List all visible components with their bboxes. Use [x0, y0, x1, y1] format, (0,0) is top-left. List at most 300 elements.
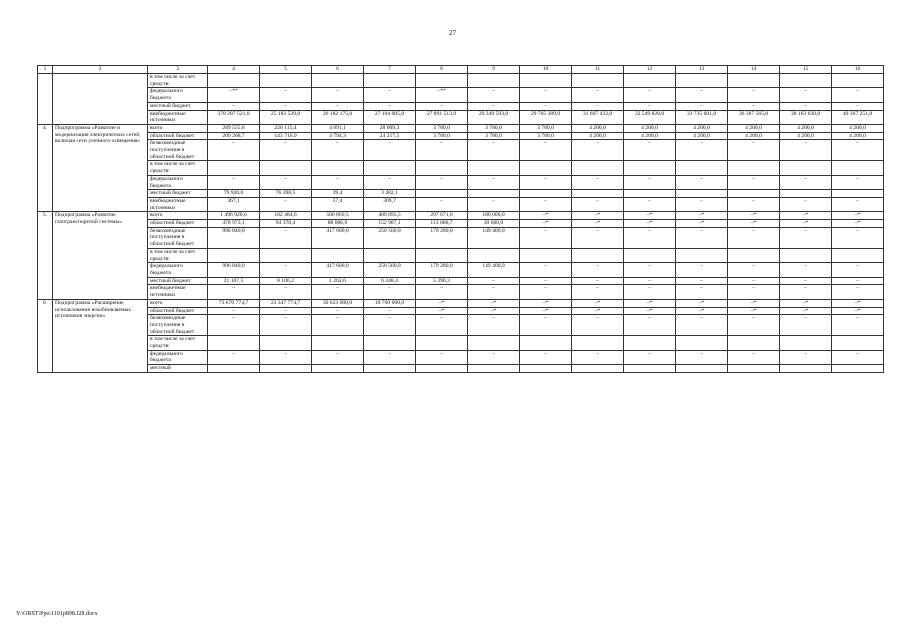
value-cell: – [260, 175, 312, 189]
value-cell [260, 161, 312, 175]
value-cell: 180 000,0 [468, 212, 520, 220]
value-cell [780, 336, 832, 350]
value-cell [312, 161, 364, 175]
value-cell: – [676, 285, 728, 299]
value-cell: – [728, 285, 780, 299]
column-number-cell: 3 [148, 66, 208, 74]
table-row [38, 74, 884, 88]
value-cell: – [260, 263, 312, 277]
value-cell: – [728, 277, 780, 285]
item-number-cell: 6. [38, 299, 53, 372]
value-cell: – [676, 315, 728, 336]
value-cell: 6 348,4 [364, 277, 416, 285]
value-cell: 506 869,5 [312, 212, 364, 220]
funding-source-cell: областной бюджет [148, 220, 208, 228]
value-cell: – [572, 350, 624, 364]
value-cell: 38 163 630,0 [780, 110, 832, 124]
value-cell: 4 200,0 [624, 132, 676, 140]
value-cell [780, 190, 832, 198]
value-cell: – [416, 350, 468, 364]
value-cell [312, 336, 364, 350]
value-cell: 250 560,0 [364, 227, 416, 248]
funding-source-cell: внебюджетные источники [148, 197, 208, 211]
funding-source-cell: всего [148, 212, 208, 220]
funding-source-cell: в том числе за счет средств: [148, 74, 208, 88]
value-cell [676, 74, 728, 88]
value-cell: – [572, 263, 624, 277]
value-cell: 19 700 000,0 [364, 299, 416, 307]
value-cell [676, 190, 728, 198]
value-cell: – [676, 88, 728, 102]
funding-source-cell: в том числе за счет средств: [148, 248, 208, 262]
value-cell [728, 74, 780, 88]
value-cell: –* [780, 307, 832, 315]
value-cell: 478 973,1 [208, 220, 260, 228]
column-number-row [38, 66, 884, 74]
table-row [38, 88, 884, 102]
value-cell: –* [780, 220, 832, 228]
value-cell: – [416, 140, 468, 161]
value-cell: 4 200,0 [832, 124, 884, 132]
value-cell: –* [468, 307, 520, 315]
value-cell [364, 365, 416, 373]
value-cell [468, 248, 520, 262]
value-cell: – [208, 307, 260, 315]
value-cell: – [468, 197, 520, 211]
value-cell: – [676, 175, 728, 189]
funding-source-cell: местный бюджет [148, 190, 208, 198]
value-cell: – [520, 140, 572, 161]
funding-source-cell: внебюджетные источники [148, 285, 208, 299]
value-cell [208, 161, 260, 175]
value-cell [728, 336, 780, 350]
value-cell [780, 161, 832, 175]
value-cell: – [624, 140, 676, 161]
value-cell: 209 268,7 [208, 132, 260, 140]
value-cell: 4 200,0 [676, 132, 728, 140]
value-cell [832, 190, 884, 198]
value-cell: 1 496 920,6 [208, 212, 260, 220]
value-cell: 8 106,2 [260, 277, 312, 285]
value-cell: – [728, 350, 780, 364]
value-cell: –* [728, 307, 780, 315]
value-cell [832, 336, 884, 350]
funding-source-cell: областной бюджет [148, 132, 208, 140]
value-cell: – [780, 197, 832, 211]
column-number-cell: 4 [208, 66, 260, 74]
value-cell: 1 262,6 [312, 277, 364, 285]
value-cell: – [780, 227, 832, 248]
value-cell: – [416, 197, 468, 211]
value-cell: 113 000,7 [416, 220, 468, 228]
value-cell: 297 671,0 [416, 212, 468, 220]
value-cell: – [468, 315, 520, 336]
table-row [38, 285, 884, 299]
value-cell [468, 190, 520, 198]
value-cell [624, 74, 676, 88]
value-cell: –* [572, 299, 624, 307]
value-cell: – [208, 350, 260, 364]
value-cell: 4 200,0 [832, 132, 884, 140]
value-cell: – [312, 102, 364, 110]
value-cell: – [676, 277, 728, 285]
value-cell: – [780, 263, 832, 277]
value-cell: 76 398,5 [260, 190, 312, 198]
table-row [38, 132, 884, 140]
value-cell: – [572, 88, 624, 102]
value-cell: – [468, 285, 520, 299]
value-cell: –* [624, 212, 676, 220]
value-cell [416, 365, 468, 373]
value-cell: 3 780,0 [416, 132, 468, 140]
value-cell [416, 161, 468, 175]
table-row [38, 350, 884, 364]
value-cell: – [728, 88, 780, 102]
value-cell: – [832, 88, 884, 102]
value-cell [520, 365, 572, 373]
value-cell [572, 190, 624, 198]
funding-source-cell: федерального бюджета [148, 350, 208, 364]
value-cell: – [832, 197, 884, 211]
value-cell: – [520, 102, 572, 110]
value-cell [676, 336, 728, 350]
value-cell: 4 200,0 [624, 124, 676, 132]
value-cell: 417 600,0 [312, 263, 364, 277]
column-number-cell: 7 [364, 66, 416, 74]
value-cell: –* [780, 299, 832, 307]
value-cell: – [832, 140, 884, 161]
value-cell [572, 74, 624, 88]
value-cell [832, 74, 884, 88]
value-cell [208, 248, 260, 262]
value-cell: – [416, 285, 468, 299]
funding-source-cell: безвозмездные поступления в областной бюджет [148, 315, 208, 336]
value-cell: – [312, 175, 364, 189]
subprogram-name-cell: Подпрограмма «Развитие газотранспортной системы» [53, 212, 148, 299]
value-cell [780, 74, 832, 88]
value-cell: –* [468, 299, 520, 307]
value-cell: – [572, 175, 624, 189]
value-cell: – [312, 140, 364, 161]
table-row [38, 315, 884, 336]
funding-source-cell: в том числе за счет средств: [148, 336, 208, 350]
funding-source-cell: местный [148, 365, 208, 373]
table-body [38, 66, 884, 373]
value-cell: –* [572, 307, 624, 315]
value-cell: – [208, 285, 260, 299]
value-cell: 179 280,0 [416, 263, 468, 277]
value-cell: 26 182 175,0 [312, 110, 364, 124]
value-cell: – [572, 227, 624, 248]
value-cell: – [832, 350, 884, 364]
value-cell: –* [780, 212, 832, 220]
value-cell: – [520, 315, 572, 336]
value-cell: –* [572, 220, 624, 228]
value-cell [520, 74, 572, 88]
value-cell [468, 336, 520, 350]
value-cell: – [312, 88, 364, 102]
value-cell [260, 336, 312, 350]
value-cell: – [780, 315, 832, 336]
table-row [38, 175, 884, 189]
item-number-cell: 5. [38, 212, 53, 299]
value-cell: – [416, 175, 468, 189]
table-row [38, 299, 884, 307]
value-cell: 4 200,0 [572, 124, 624, 132]
value-cell: –* [624, 299, 676, 307]
value-cell: 417 600,0 [312, 227, 364, 248]
funding-source-cell: федерального бюджета [148, 88, 208, 102]
subprogram-name-cell: Подпрограмма «Расширение использования возобновляемых источников энергии» [53, 299, 148, 372]
value-cell [520, 190, 572, 198]
table-row [38, 102, 884, 110]
table-row [38, 190, 884, 198]
value-cell: 23 347 774,7 [260, 299, 312, 307]
value-cell [468, 74, 520, 88]
value-cell [520, 248, 572, 262]
value-cell: 4 200,0 [572, 132, 624, 140]
column-number-cell: 16 [832, 66, 884, 74]
value-cell: – [676, 140, 728, 161]
value-cell: – [832, 277, 884, 285]
value-cell: 3 780,0 [416, 124, 468, 132]
column-number-cell: 12 [624, 66, 676, 74]
value-cell: 367,1 [208, 197, 260, 211]
value-cell [832, 365, 884, 373]
item-number-cell [38, 74, 53, 125]
value-cell: – [832, 227, 884, 248]
value-cell: – [208, 175, 260, 189]
value-cell: – [832, 315, 884, 336]
value-cell: –* [832, 299, 884, 307]
value-cell: 143 716,9 [260, 132, 312, 140]
value-cell: –* [676, 299, 728, 307]
value-cell: 94 378,4 [260, 220, 312, 228]
value-cell: 5 390,3 [416, 277, 468, 285]
value-cell: 36 387 565,0 [728, 110, 780, 124]
value-cell: 378 287 521,0 [208, 110, 260, 124]
column-number-cell: 6 [312, 66, 364, 74]
value-cell: – [364, 307, 416, 315]
value-cell: 30 600,0 [468, 220, 520, 228]
value-cell: 32 549 828,0 [624, 110, 676, 124]
value-cell: –* [572, 212, 624, 220]
value-cell: 57,4 [312, 197, 364, 211]
value-cell [208, 365, 260, 373]
value-cell: – [260, 227, 312, 248]
value-cell [624, 161, 676, 175]
value-cell: – [260, 350, 312, 364]
value-cell: – [208, 315, 260, 336]
value-cell: – [832, 102, 884, 110]
table-row [38, 220, 884, 228]
value-cell: – [468, 350, 520, 364]
subprogram-name-cell: Подпрограмма «Развитие и модернизация электрических сетей, включая сети уличного освещения» [53, 124, 148, 211]
value-cell: –* [676, 212, 728, 220]
value-cell [416, 74, 468, 88]
value-cell: – [208, 102, 260, 110]
funding-source-cell: областной бюджет [148, 307, 208, 315]
value-cell: – [676, 102, 728, 110]
value-cell: 4 200,0 [728, 124, 780, 132]
value-cell: – [572, 285, 624, 299]
value-cell [728, 161, 780, 175]
value-cell: 29 349 593,0 [468, 110, 520, 124]
table-row [38, 263, 884, 277]
value-cell: – [676, 263, 728, 277]
value-cell [676, 365, 728, 373]
value-cell: 250 560,0 [364, 263, 416, 277]
value-cell: 3 482,1 [364, 190, 416, 198]
value-cell: 27 891 513,0 [416, 110, 468, 124]
value-cell: 24 217,5 [364, 132, 416, 140]
table-row [38, 197, 884, 211]
value-cell [312, 365, 364, 373]
value-cell [572, 161, 624, 175]
value-cell: – [676, 227, 728, 248]
funding-source-cell: безвозмездные поступления в областной бюджет [148, 227, 208, 248]
value-cell [572, 365, 624, 373]
column-number-cell: 13 [676, 66, 728, 74]
value-cell: 29 765 389,0 [520, 110, 572, 124]
value-cell: – [520, 285, 572, 299]
value-cell [520, 336, 572, 350]
value-cell: – [780, 175, 832, 189]
value-cell: – [832, 285, 884, 299]
value-cell: –* [520, 220, 572, 228]
value-cell [624, 365, 676, 373]
value-cell: –* [676, 220, 728, 228]
funding-source-cell: федерального бюджета [148, 175, 208, 189]
funding-source-cell: безвозмездные поступления в областной бюджет [148, 140, 208, 161]
value-cell: – [624, 285, 676, 299]
file-path-footer: Y:\ORST\Ppo\1101p898.f28.docx [16, 611, 98, 617]
column-number-cell: 5 [260, 66, 312, 74]
value-cell: – [728, 197, 780, 211]
page-number: 27 [449, 29, 456, 37]
value-cell: 3 780,0 [468, 124, 520, 132]
budget-table [37, 65, 884, 373]
value-cell: – [416, 315, 468, 336]
column-number-cell: 10 [520, 66, 572, 74]
value-cell: – [416, 102, 468, 110]
funding-source-cell: всего [148, 124, 208, 132]
value-cell: 309,7 [364, 197, 416, 211]
value-cell: – [624, 175, 676, 189]
value-cell [260, 365, 312, 373]
value-cell [728, 248, 780, 262]
value-cell: 31 607 432,0 [572, 110, 624, 124]
value-cell: – [780, 350, 832, 364]
value-cell: 149 400,0 [468, 227, 520, 248]
item-number-cell: 4. [38, 124, 53, 211]
value-cell: 73 670 774,7 [208, 299, 260, 307]
value-cell: – [624, 315, 676, 336]
value-cell: – [364, 102, 416, 110]
value-cell: – [364, 285, 416, 299]
table-row [38, 124, 884, 132]
value-cell: 996 840,0 [208, 263, 260, 277]
table-row [38, 277, 884, 285]
value-cell: –* [832, 212, 884, 220]
value-cell: –* [520, 212, 572, 220]
value-cell [676, 161, 728, 175]
value-cell: 289 555,8 [208, 124, 260, 132]
value-cell: – [364, 350, 416, 364]
column-number-cell: 9 [468, 66, 520, 74]
value-cell: –* [728, 212, 780, 220]
value-cell: – [260, 315, 312, 336]
value-cell: – [468, 140, 520, 161]
table-row [38, 110, 884, 124]
value-cell: – [676, 197, 728, 211]
value-cell: –* [728, 299, 780, 307]
value-cell: – [520, 350, 572, 364]
value-cell [624, 248, 676, 262]
column-number-cell: 2 [53, 66, 148, 74]
value-cell: 4 200,0 [780, 124, 832, 132]
value-cell [572, 336, 624, 350]
value-cell: – [832, 263, 884, 277]
value-cell: –* [676, 307, 728, 315]
value-cell: – [520, 88, 572, 102]
value-cell: –** [416, 88, 468, 102]
value-cell: – [520, 263, 572, 277]
value-cell [260, 248, 312, 262]
value-cell: 79 920,0 [208, 190, 260, 198]
table-row [38, 227, 884, 248]
value-cell: 152 987,1 [364, 220, 416, 228]
value-cell: 149 400,0 [468, 263, 520, 277]
value-cell: – [780, 140, 832, 161]
value-cell: – [728, 175, 780, 189]
column-number-cell: 11 [572, 66, 624, 74]
value-cell: 3 780,0 [468, 132, 520, 140]
value-cell [364, 336, 416, 350]
value-cell: – [260, 140, 312, 161]
value-cell [832, 161, 884, 175]
funding-source-cell: в том числе за счет средств: [148, 161, 208, 175]
value-cell [676, 248, 728, 262]
value-cell [624, 336, 676, 350]
value-cell: 4 200,0 [728, 132, 780, 140]
funding-source-cell: внебюджетные источники [148, 110, 208, 124]
value-cell: –* [624, 307, 676, 315]
value-cell: 28 009,3 [364, 124, 416, 132]
value-cell: – [208, 140, 260, 161]
value-cell: – [468, 277, 520, 285]
value-cell: 39,4 [312, 190, 364, 198]
funding-source-cell: федерального бюджета [148, 263, 208, 277]
value-cell [416, 336, 468, 350]
value-cell: – [364, 315, 416, 336]
value-cell: – [624, 102, 676, 110]
value-cell: 40 367 251,0 [832, 110, 884, 124]
value-cell: – [260, 88, 312, 102]
value-cell: – [624, 263, 676, 277]
value-cell: 4 200,0 [780, 132, 832, 140]
value-cell [364, 74, 416, 88]
value-cell: –* [520, 307, 572, 315]
value-cell: – [260, 197, 312, 211]
value-cell: – [572, 140, 624, 161]
value-cell: 88 006,9 [312, 220, 364, 228]
value-cell [780, 365, 832, 373]
value-cell [780, 248, 832, 262]
value-cell: – [572, 277, 624, 285]
value-cell [416, 190, 468, 198]
value-cell: – [728, 140, 780, 161]
